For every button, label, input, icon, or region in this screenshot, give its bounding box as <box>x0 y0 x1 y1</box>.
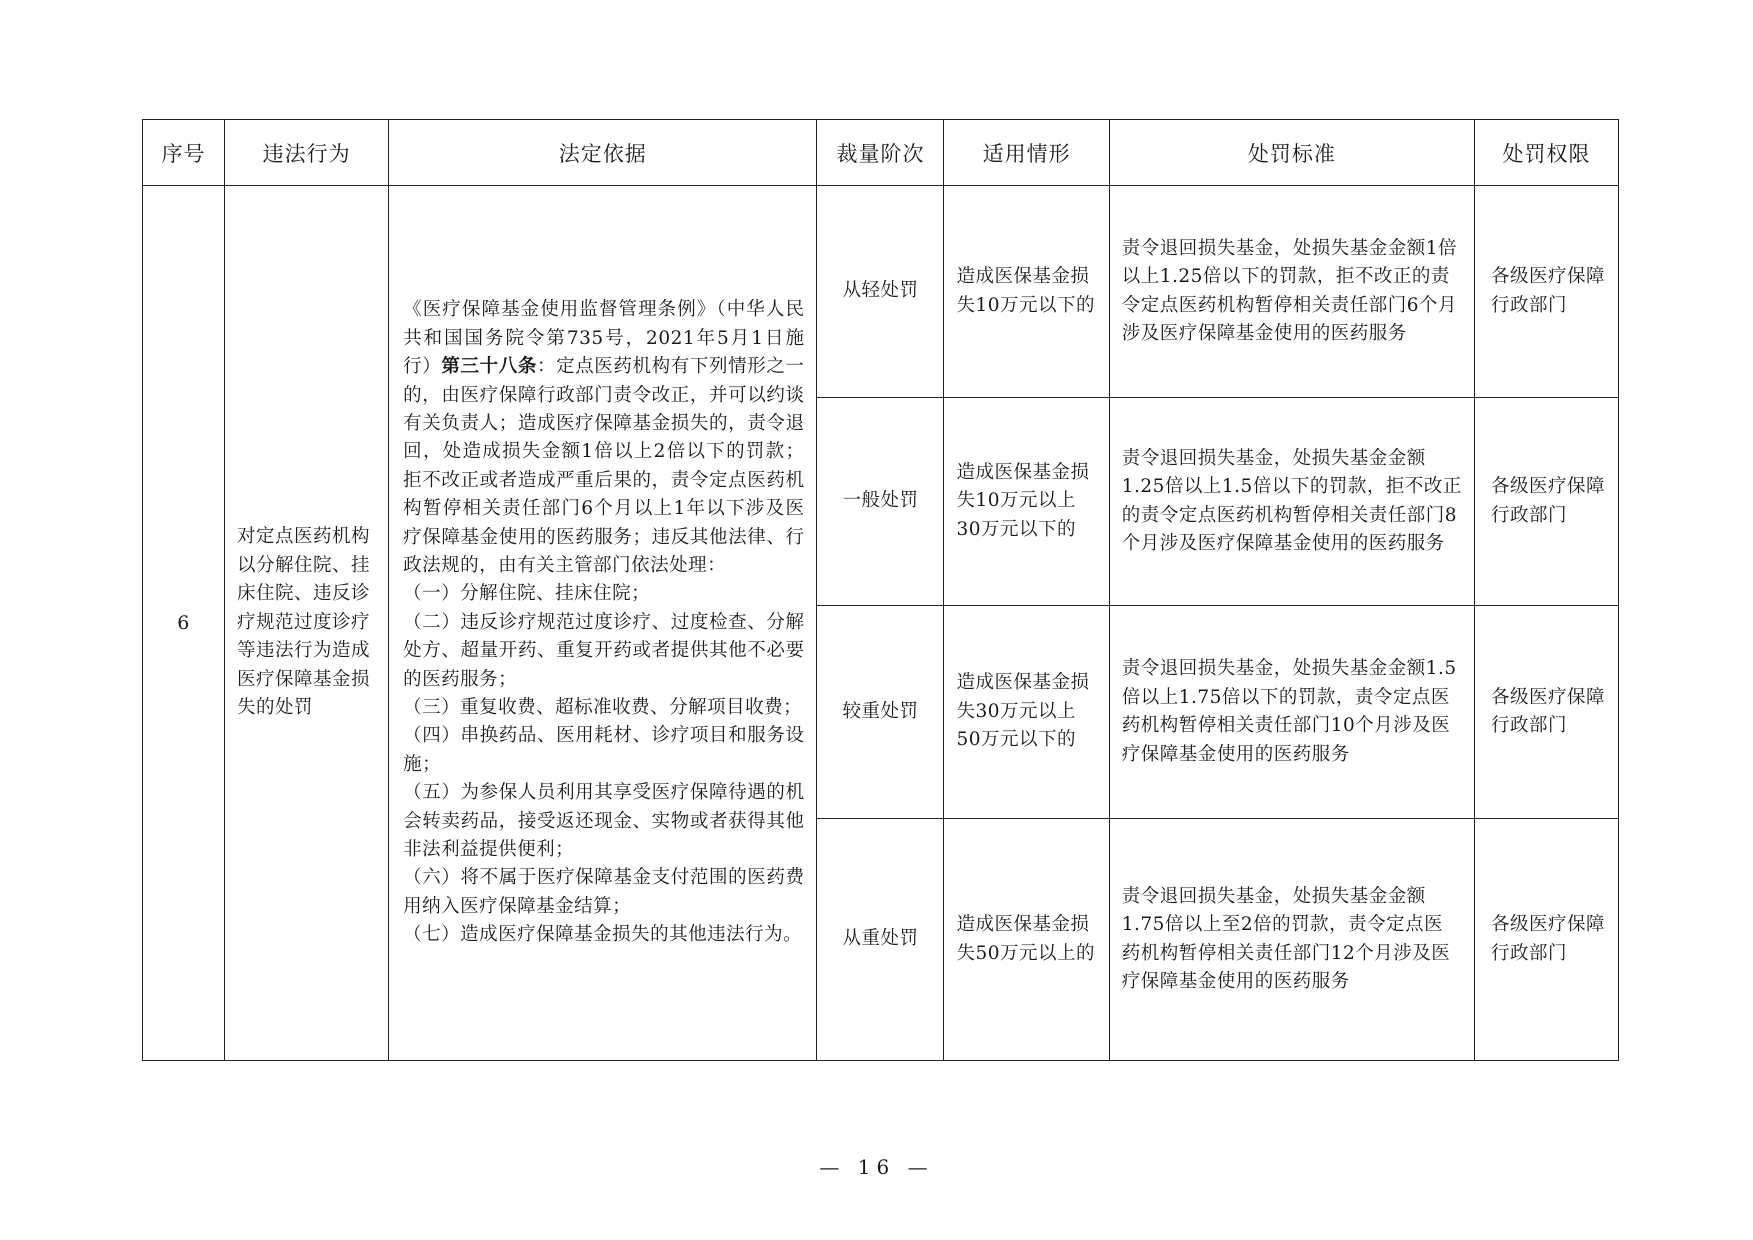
situation-cell <box>944 606 1109 819</box>
basis-item: （六）将不属于医疗保障基金支付范围的医药费用纳入医疗保障基金结算； <box>403 867 805 917</box>
standard-cell <box>1109 606 1474 819</box>
header-basis: 法定依据 <box>389 120 817 186</box>
basis-article: 第三十八条 <box>441 356 537 378</box>
authority-text: 各级医疗保障行政部门 <box>1491 914 1606 964</box>
authority-text: 各级医疗保障行政部门 <box>1491 266 1606 316</box>
table-row <box>143 186 1619 398</box>
basis-item: （二）违反诊疗规范过度诊疗、过度检查、分解处方、超量开药、重复开药或者提供其他不必要的医药服务； <box>403 611 805 690</box>
situation-text: 造成医保基金损失30万元以上50万元以下的 <box>956 672 1090 751</box>
basis-item: （五）为参保人员利用其享受医疗保障待遇的机会转卖药品，接受返还现金、实物或者获得其他非法利益提供便利； <box>403 782 805 861</box>
header-standard: 处罚标准 <box>1109 120 1474 186</box>
seq-cell: 6 <box>143 186 225 1061</box>
standard-cell <box>1109 819 1474 1061</box>
authority-text: 各级医疗保障行政部门 <box>1491 686 1606 736</box>
standard-cell <box>1109 398 1474 606</box>
authority-text: 各级医疗保障行政部门 <box>1491 476 1606 526</box>
basis-text <box>403 296 804 949</box>
table-header-row <box>143 120 1619 186</box>
situation-cell <box>944 186 1109 398</box>
header-level: 裁量阶次 <box>817 120 944 186</box>
situation-text: 造成医保基金损失50万元以上的 <box>956 914 1096 964</box>
header-behavior: 违法行为 <box>225 120 389 186</box>
standard-text: 责令退回损失基金，处损失基金金额1.25倍以上1.5倍以下的罚款，拒不改正的责令定点医药机构暂停相关责任部门8个月涉及医疗保障基金使用的医药服务 <box>1121 447 1462 554</box>
level-cell: 从轻处罚 <box>817 186 944 398</box>
level-cell: 较重处罚 <box>817 606 944 819</box>
basis-item: （三）重复收费、超标准收费、分解项目收费； <box>403 697 803 719</box>
basis-cell <box>389 186 817 1061</box>
authority-cell <box>1475 606 1619 819</box>
basis-item: （一）分解住院、挂床住院； <box>403 583 651 605</box>
header-situation: 适用情形 <box>944 120 1109 186</box>
standard-text: 责令退回损失基金，处损失基金金额1.5倍以上1.75倍以下的罚款，责令定点医药机构暂停相关责任部门10个月涉及医疗保障基金使用的医药服务 <box>1121 658 1457 765</box>
level-cell: 从重处罚 <box>817 819 944 1061</box>
level-cell: 一般处罚 <box>817 398 944 606</box>
standard-cell <box>1109 186 1474 398</box>
basis-item: （四）串换药品、医用耗材、诊疗项目和服务设施； <box>403 725 805 775</box>
situation-cell <box>944 398 1109 606</box>
authority-cell <box>1475 186 1619 398</box>
authority-cell <box>1475 819 1619 1061</box>
behavior-cell <box>225 186 389 1061</box>
behavior-text: 对定点医药机构以分解住院、挂床住院、违反诊疗规范过度诊疗等违法行为造成医疗保障基金损失的处罚 <box>237 526 371 719</box>
header-seq: 序号 <box>143 120 225 186</box>
situation-text: 造成医保基金损失10万元以下的 <box>956 266 1096 316</box>
page-number: — 16 — <box>819 1155 934 1179</box>
standard-text: 责令退回损失基金，处损失基金金额1.75倍以上至2倍的罚款，责令定点医药机构暂停相关责任部门12个月涉及医疗保障基金使用的医药服务 <box>1121 885 1451 992</box>
situation-text: 造成医保基金损失10万元以上30万元以下的 <box>956 461 1090 540</box>
penalty-table <box>142 119 1619 1061</box>
authority-cell <box>1475 398 1619 606</box>
situation-cell <box>944 819 1109 1061</box>
basis-lead: 《医疗保障基金使用监督管理条例》（中华人民共和国国务院令第735号，2021年5月1日施行） <box>403 299 805 378</box>
basis-item: （七）造成医疗保障基金损失的其他违法行为。 <box>403 924 803 946</box>
header-authority: 处罚权限 <box>1475 120 1619 186</box>
standard-text: 责令退回损失基金，处损失基金金额1倍以上1.25倍以下的罚款，拒不改正的责令定点医药机构暂停相关责任部门6个月涉及医疗保障基金使用的医药服务 <box>1121 237 1457 344</box>
basis-body: ：定点医药机构有下列情形之一的，由医疗保障行政部门责令改正，并可以约谈有关负责人；造成医疗保障基金损失的，责令退回，处造成损失金额1倍以上2倍以下的罚款；拒不改正或者造成严重后果的，责令定点医药机构暂停相关责任部门6个月以上1年以下涉及医疗保障基金使用的医药服务；违反其他法律、行政法规的，由有关主管部门依法处理： <box>403 356 805 576</box>
